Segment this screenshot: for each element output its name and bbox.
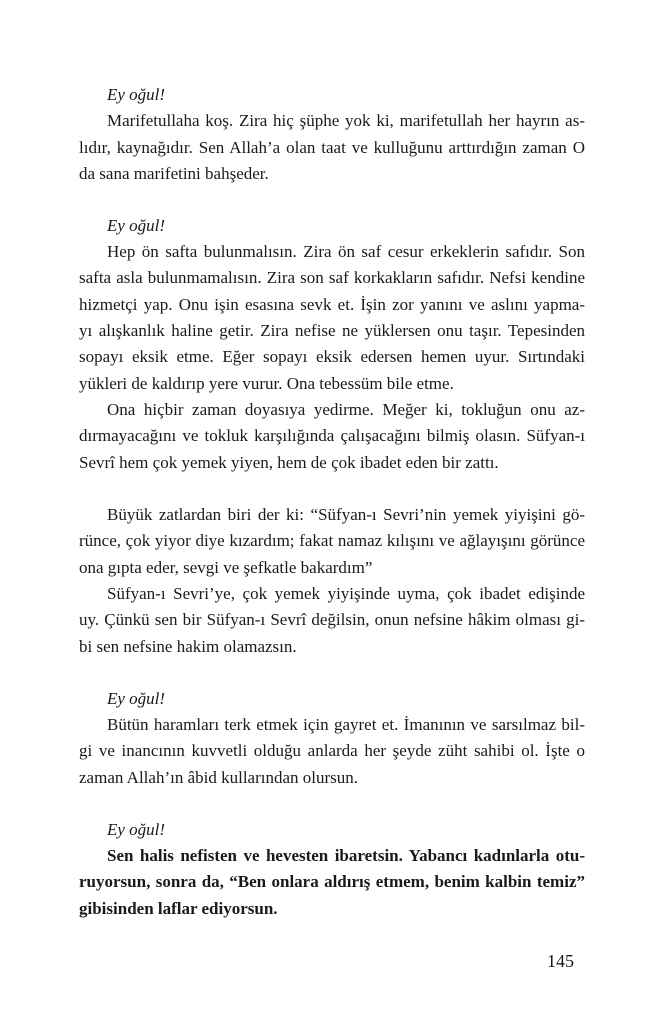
bold-text-line: gibisinden laflar ediyorsun. [79,899,278,918]
text-line: bi sen nefsine hakim olamazsın. [79,637,297,656]
text-line: sopayı eksik etme. Eğer sopayı eksik edersen hemen uyur. Sırtındaki [79,347,585,366]
text-line: Büyük zatlardan biri der ki: “Süfyan-ı Sevri’nin yemek yiyişini gö- [107,505,585,524]
text-line: hizmetçi yap. Onu işin esasına sevk et. İşin zor yanını ve aslını yapma- [79,295,585,314]
text-line: zaman Allah’ın âbid kullarından olursun. [79,768,359,787]
text-line: Hep ön safta bulunmalısın. Zira ön saf cesur erkeklerin safıdır. Son [107,242,585,261]
section-heading: Ey oğul! [107,85,166,104]
text-line: safta asla bulunmamalısın. Zira son saf korkakların safıdır. Nefsi kendine [79,268,585,287]
text-line: Marifetullaha koş. Zira hiç şüphe yok ki, marifetullah her hayrın as- [107,111,585,130]
text-line: da sana marifetini bahşeder. [79,164,269,183]
text-line: uy. Çünkü sen bir Süfyan-ı Sevrî değilsin, onun nefsine hâkim olması gi- [79,610,585,629]
text-line: rünce, çok yiyor diye kızardım; fakat namaz kılışını ve ağlayışını görünce [79,531,585,550]
text-line: Ona hiçbir zaman doyasıya yedirme. Meğer ki, tokluğun onu az- [107,400,585,419]
bold-text-line: Sen halis nefisten ve hevesten ibaretsin. Yabancı kadınlarla otu- [107,846,585,865]
text-line: yı alışkanlık haline getir. Zira nefise ne yüklersen onu taşır. Tepesinden [79,321,585,340]
text-line: ona gıpta eder, sevgi ve şefkatle bakardım” [79,558,373,577]
bold-text-line: ruyorsun, sonra da, “Ben onlara aldırış etmem, benim kalbin temiz” [79,872,585,891]
text-line: dırmayacağını ve tokluk karşılığında çalışacağını bilmiş olasın. Süfyan-ı [79,426,585,445]
text-line: Süfyan-ı Sevri’ye, çok yemek yiyişinde uyma, çok ibadet edişinde [107,584,585,603]
section-heading: Ey oğul! [107,216,166,235]
page-number: 145 [547,951,574,971]
section-heading: Ey oğul! [107,689,166,708]
text-line: Bütün haramları terk etmek için gayret et. İmanının ve sarsılmaz bil- [107,715,585,734]
text-line: yükleri de kaldırıp yere vurur. Ona tebessüm bile etme. [79,374,454,393]
text-line: Sevrî hem çok yemek yiyen, hem de çok ibadet eden bir zattı. [79,453,499,472]
section-heading: Ey oğul! [107,820,166,839]
text-line: lıdır, kaynağıdır. Sen Allah’a olan taat ve kulluğunu arttırdığın zaman O [79,138,585,157]
text-line: gi ve inancının kuvvetli olduğu anlarda her şeyde züht sahibi ol. İşte o [79,741,585,760]
